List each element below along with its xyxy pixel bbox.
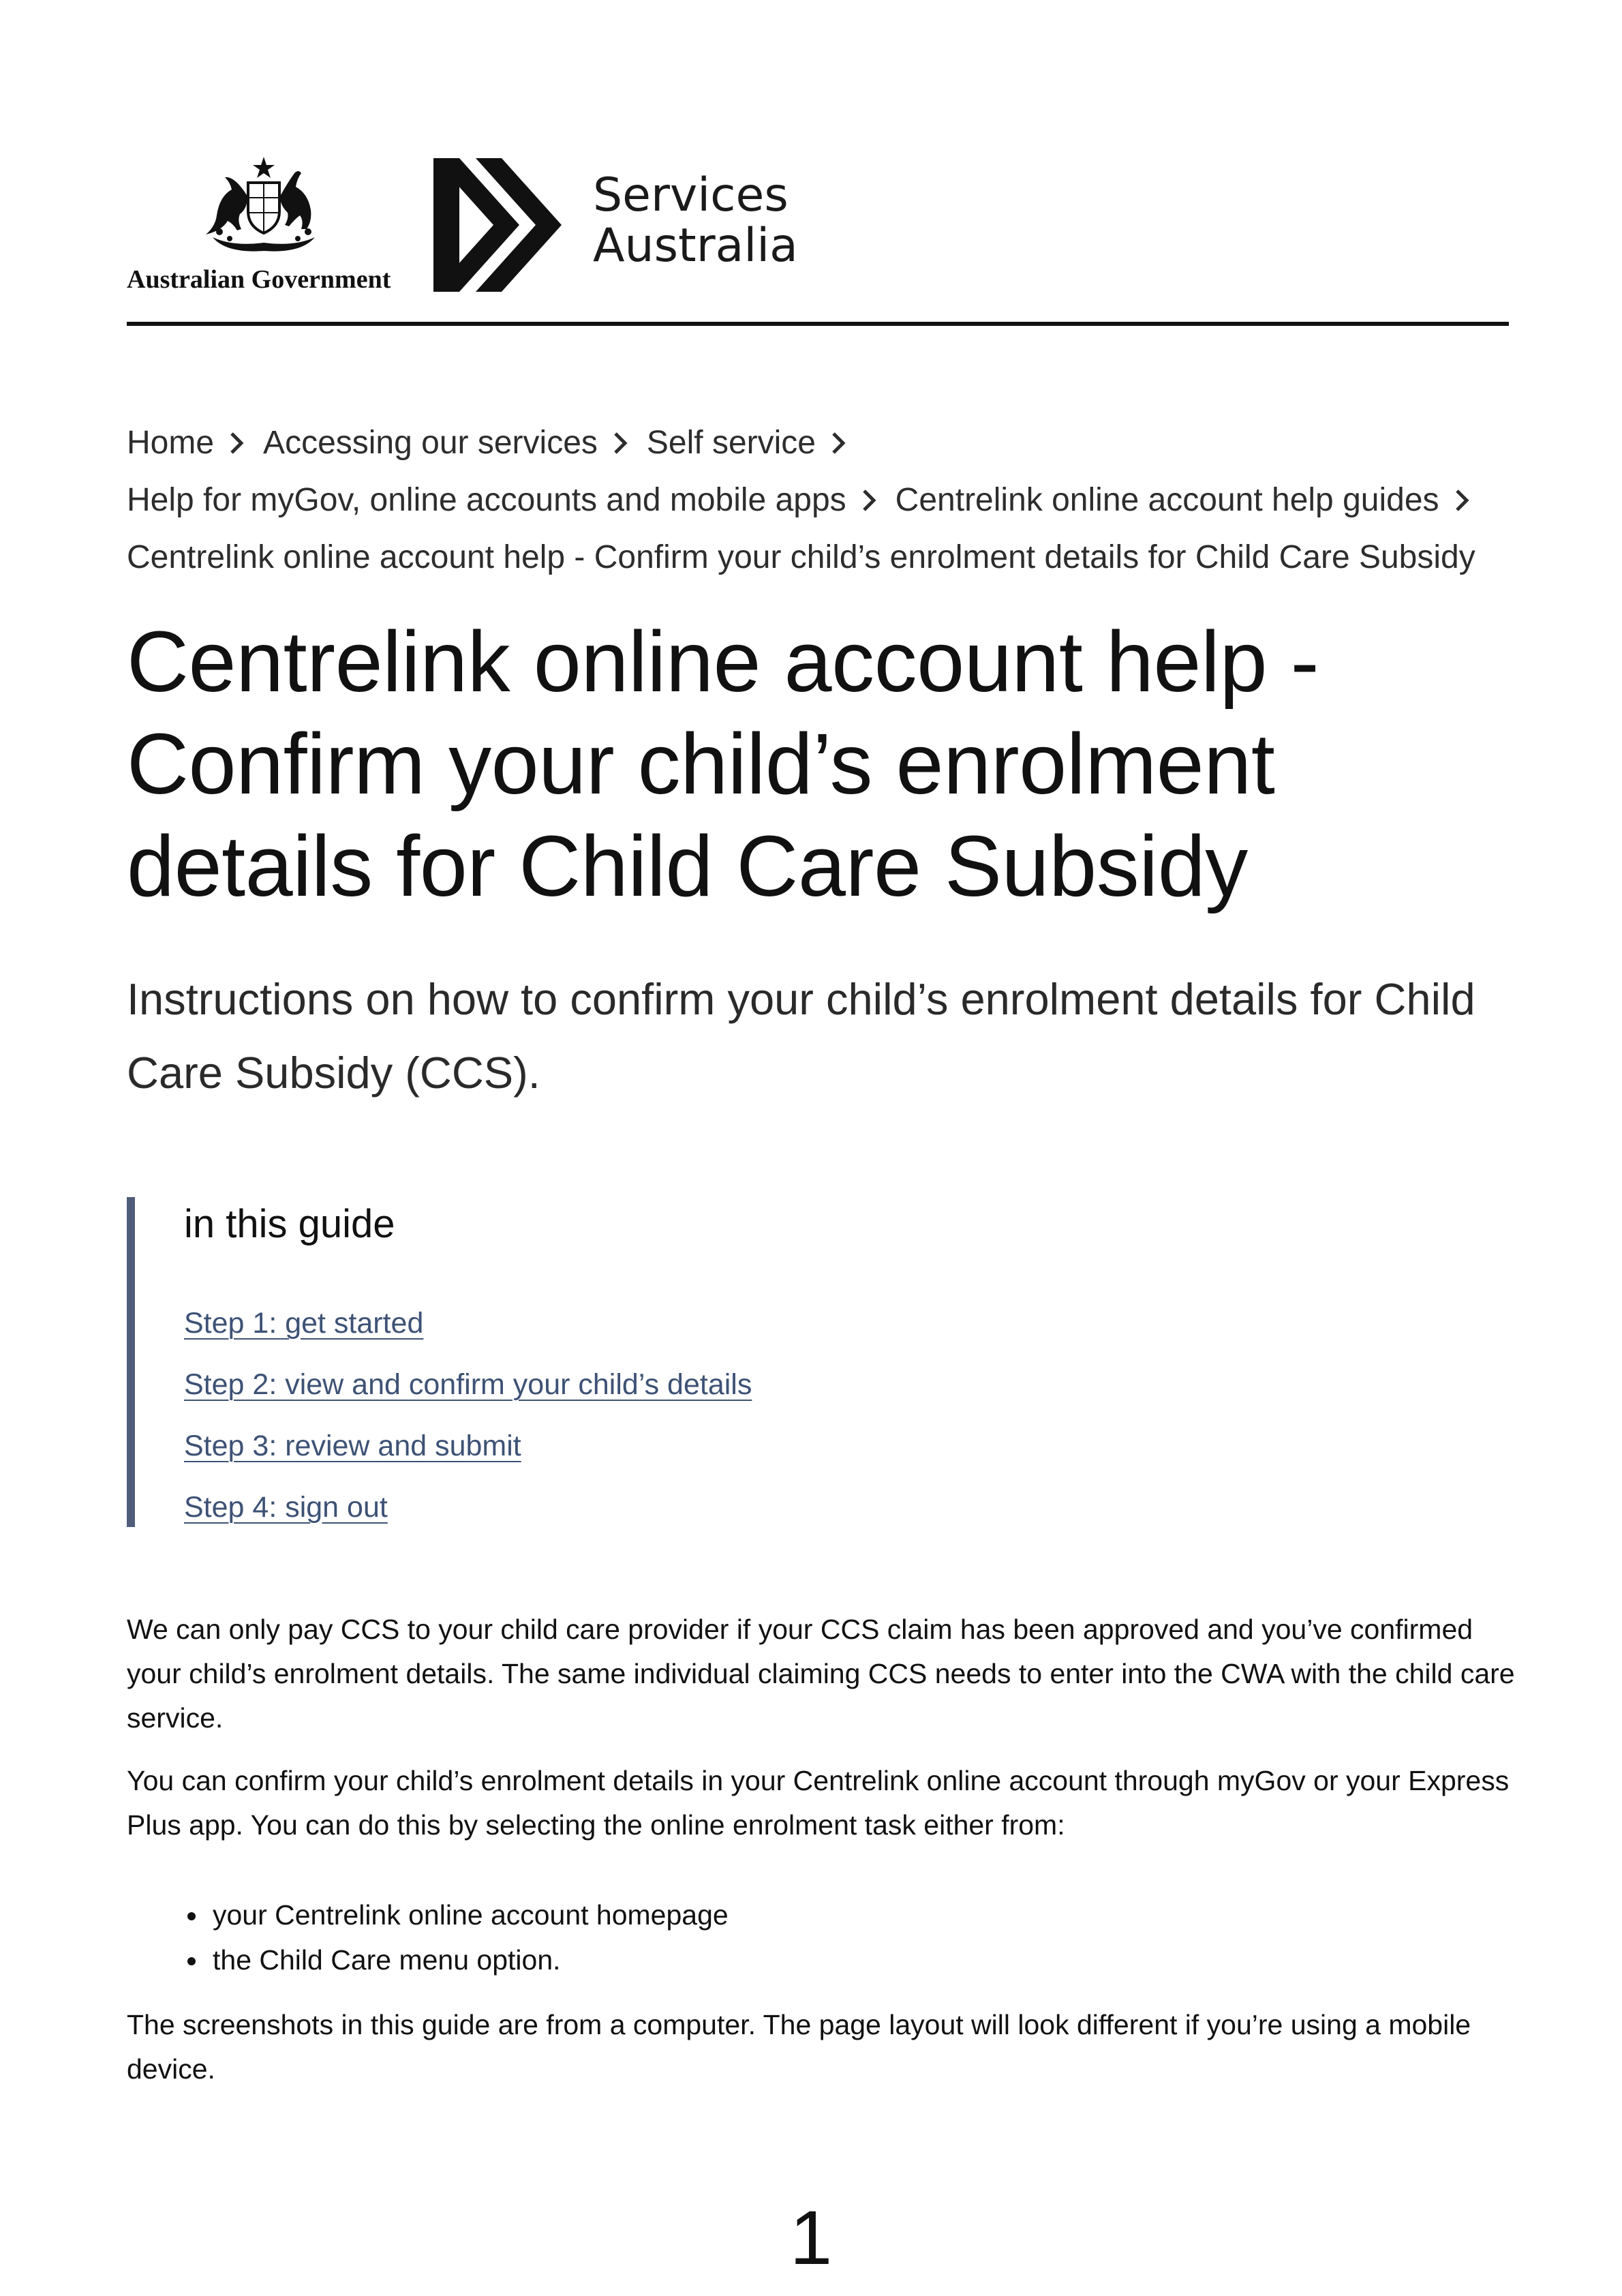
in-this-guide-box	[127, 1197, 953, 1527]
page-header	[127, 155, 1509, 329]
list-item: • your Centrelink online account homepage	[209, 1892, 1572, 1937]
coat-of-arms-icon	[192, 155, 335, 258]
chevron-right-icon	[598, 427, 647, 459]
agency-name-line2: Australia	[593, 219, 798, 273]
chevron-right-icon	[846, 484, 896, 517]
breadcrumb-self-service[interactable]: Self service	[646, 425, 816, 461]
guide-link-list	[184, 1293, 752, 1538]
guide-heading: in this guide	[184, 1202, 395, 1246]
agency-name	[593, 170, 798, 271]
breadcrumb-help-for-mygov[interactable]: Help for myGov, online accounts and mobile apps	[127, 482, 846, 518]
chevron-right-icon	[1439, 484, 1488, 517]
enrolment-task-locations	[127, 1892, 1572, 1982]
header-divider	[127, 322, 1509, 326]
page-number: 1	[789, 2195, 833, 2280]
chevron-right-icon	[816, 427, 865, 459]
guide-link-step-4[interactable]: Step 4: sign out	[184, 1491, 388, 1524]
australian-government-logo[interactable]	[127, 155, 399, 299]
guide-link-step-3[interactable]: Step 3: review and submit	[184, 1430, 521, 1462]
body-paragraph-1: We can only pay CCS to your child care provider if your CCS claim has been approved and you’ve confirmed your child’s enrolment details. The same individual claiming CCS needs to enter into the CWA with the child care service.	[127, 1614, 1515, 1734]
list-item: • the Child Care menu option.	[209, 1937, 1572, 1982]
guide-link-step-1[interactable]: Step 1: get started	[184, 1307, 424, 1340]
body-paragraph-3: The screenshots in this guide are from a computer. The page layout will look different if you’re using a mobile device.	[127, 2009, 1471, 2085]
government-name: Australian Government	[127, 265, 391, 294]
page-lead: Instructions on how to confirm your child’s enrolment details for Child Care Subsidy (CCS).	[127, 974, 1475, 1098]
breadcrumb-home[interactable]: Home	[127, 425, 215, 461]
breadcrumb-centrelink-help-guides[interactable]: Centrelink online account help guides	[895, 482, 1439, 518]
agency-name-line1: Services	[593, 168, 789, 222]
body-paragraph-2: You can confirm your child’s enrolment details in your Centrelink online account through myGov or your Express Plus app. You can do this by selecting the online enrolment task either from:	[127, 1765, 1510, 1841]
services-australia-chevron-logo-icon[interactable]	[433, 158, 563, 292]
breadcrumb	[127, 414, 1517, 586]
page-title: Centrelink online account help - Confirm your child’s enrolment details for Child Care Subsidy	[127, 614, 1319, 914]
guide-link-step-2[interactable]: Step 2: view and confirm your child’s details	[184, 1368, 752, 1401]
breadcrumb-current-page: Centrelink online account help - Confirm your child’s enrolment details for Child Care Subsidy	[127, 539, 1475, 575]
breadcrumb-accessing-our-services[interactable]: Accessing our services	[263, 425, 598, 461]
chevron-right-icon	[214, 427, 263, 459]
